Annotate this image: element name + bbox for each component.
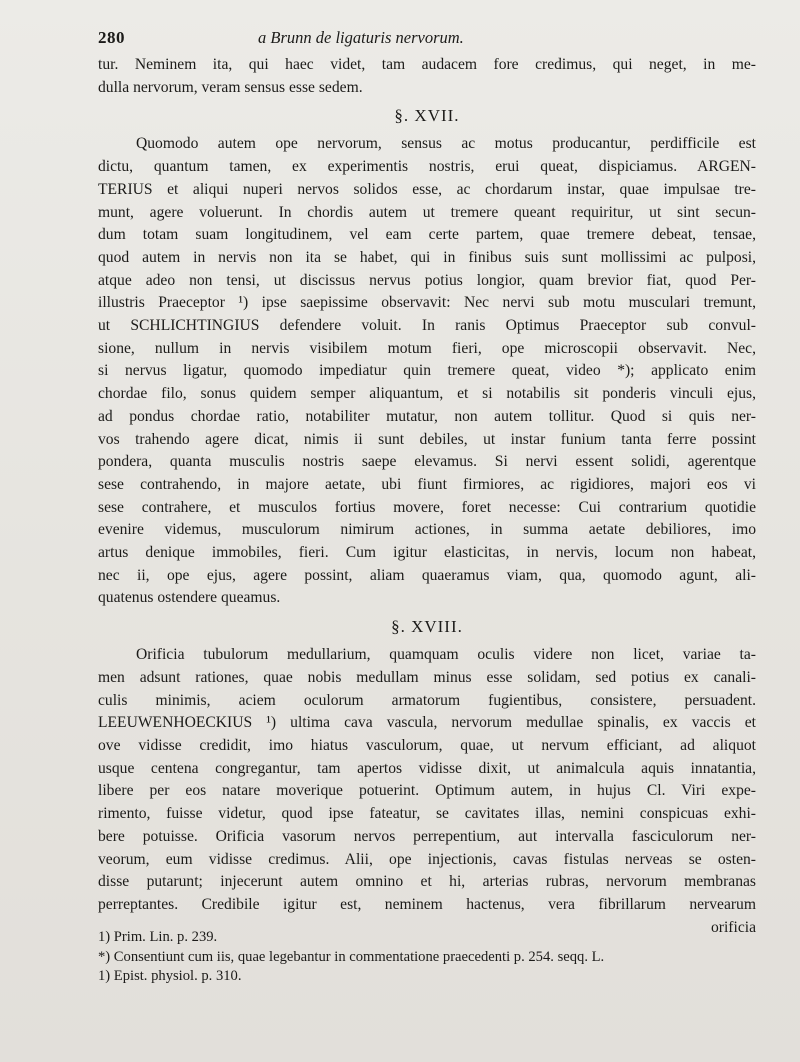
text-line: LEEUWENHOECKIUS ¹) ultima cava vascula, nervorum medullae spinalis, ex vaccis et [98, 714, 756, 732]
text-line: illustris Praeceptor ¹) ipse saepissime observavit: Nec nervi sub motu musculari tremunt, [98, 294, 756, 312]
text-line: chordae filo, sonus quidem semper aliquantum, et si notabilis sit ponderis vinculi ejus, [98, 385, 756, 403]
text-line: bere potuisse. Orificia vasorum nervos perrepentium, aut intervalla fasciculorum ner- [98, 827, 756, 845]
text-line: usque centena congregantur, tam apertos vidisse dixit, ut animalcula aquis innatantia, [98, 759, 756, 777]
text-line: vos trahendo agere dicat, nimis ii sunt debiles, ut instar funium tanta ferre possint [98, 430, 756, 448]
text-line: rimento, fuisse videtur, quod ipse fateatur, se cavitates illas, nemini conspicuas exhi- [98, 805, 756, 823]
paragraph-17 [98, 133, 756, 610]
text-line: sese contrahere, et musculos fortius movere, foret necesse: Cui contrarium quotidie [98, 498, 756, 516]
section-heading-17: §. XVII. [394, 106, 460, 126]
text-line: pondera, quanta musculis nostris saepe elevamus. Si nervi essent solidi, agerentque [98, 453, 756, 471]
text-line: dictu, quantum tamen, ex experimentis nostris, erui queat, dispiciamus. ARGEN- [98, 158, 756, 176]
text-line: quod autem in nervis non ita se habet, qui in finibus suis sunt mollissimi ac pulposi, [98, 248, 756, 266]
text-line: sione, nullum in nervis visibilem motum fieri, ope microscopii observavit. Nec, [98, 339, 756, 357]
main-text [98, 54, 756, 939]
text-line: ad pondus chordae ratio, notabiliter mutatur, non autem tollitur. Quod si quis ner- [98, 407, 756, 425]
text-line: artus denique immobiles, fieri. Cum igitur elasticitas, in nervis, locum non habeat, [98, 544, 756, 562]
text-line: men adsunt rationes, quae nobis medullam minus esse solidam, sed potius ex canali- [98, 668, 756, 686]
text-line: munt, agere voluerunt. In chordis autem ut tremere queant requiritur, ut sint secun- [98, 203, 756, 221]
text-line: Quomodo autem ope nervorum, sensus ac motus producantur, perdifficile est [136, 135, 756, 153]
paragraph-18 [98, 644, 756, 939]
catchword: orificia [710, 918, 756, 936]
text-line: culis minimis, aciem oculorum armatorum fugientibus, consistere, persuadent. [98, 691, 756, 709]
footnote: 1) Epist. physiol. p. 310. [98, 968, 242, 984]
text-line: libere per eos natare moverique potuerint. Optimum autem, in hujus Cl. Viri expe- [98, 782, 756, 800]
text-line: dum totam suam longitudinem, vel eam certe partem, quae tremere debeat, tensae, [98, 226, 756, 244]
text-line: dulla nervorum, veram sensus esse sedem. [98, 78, 363, 96]
footnote: *) Consentiunt cum iis, quae legebantur in commentatione praecedenti p. 254. seqq. L. [98, 948, 605, 965]
text-line: ove vidisse credidit, imo hiatus vasculorum, quae, ut nervum efficiant, ad aliquot [98, 736, 756, 754]
text-line: disse putarunt; injecerunt autem omnino et hi, arterias rubras, nervorum membranas [98, 873, 756, 891]
page-number: 280 [98, 28, 125, 47]
running-head: a Brunn de ligaturis nervorum. [258, 28, 464, 47]
text-line: nec ii, ope ejus, agere possint, aliam quaeramus viam, qua, quomodo agunt, ali- [98, 566, 756, 584]
text-line: tur. Neminem ita, qui haec videt, tam audacem fore credimus, qui neget, in me- [98, 56, 756, 73]
text-line: evenire videmus, musculorum nimirum actiones, in summa aetate debiliores, imo [98, 521, 756, 539]
text-line: Orificia tubulorum medullarium, quamquam oculis videre non licet, variae ta- [136, 646, 756, 664]
text-line: perreptantes. Credibile igitur est, neminem hactenus, vera fibrillarum nervearum [98, 895, 756, 913]
text-line: sese contrahendo, in majore aetate, ubi fiunt firmiores, ac rigidiores, majori eos vi [98, 475, 756, 493]
text-line: veorum, eum vidisse credimus. Alii, ope injectionis, cavas fistulas nerveas se osten- [98, 850, 756, 868]
text-line: atque adeo non tensi, ut discissus nervus potius longior, quam brevior fiat, quod Per- [98, 271, 756, 289]
text-line: quatenus ostendere queamus. [98, 589, 281, 607]
page-header [98, 28, 756, 54]
text-line: si nervus ligatur, quomodo impediatur quin tremere queat, video *); applicato enim [98, 362, 756, 380]
text-line: TERIUS et aliqui nuperi nervos solidos esse, ac chordarum instar, quae impulsae tre- [98, 180, 756, 198]
footnote: 1) Prim. Lin. p. 239. [98, 929, 218, 945]
section-heading-18: §. XVIII. [391, 617, 463, 637]
footnotes [98, 928, 740, 987]
text-line: ut SCHLICHTINGIUS defendere voluit. In ranis Optimus Praeceptor sub convul- [98, 317, 756, 335]
